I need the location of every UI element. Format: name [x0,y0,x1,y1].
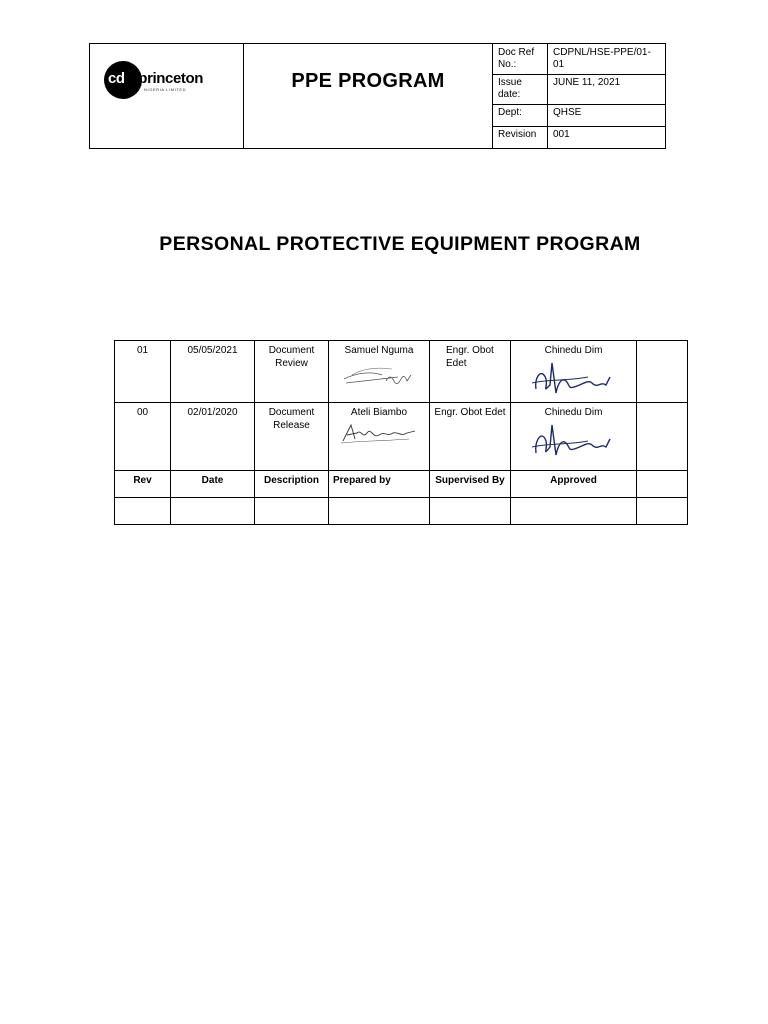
empty-cell [511,498,637,525]
date-cell: 05/05/2021 [171,341,255,403]
column-header-prepared-by: Prepared by [329,471,430,498]
prepared-by-cell [329,341,430,403]
empty-cell [637,498,688,525]
supervised-by-cell: Engr. Obot Edet [430,341,511,403]
revision-value: 001 [553,129,570,140]
table-row [115,403,688,471]
prepared-by-name: Ateli Biambo [350,407,408,418]
page-title: PERSONAL PROTECTIVE EQUIPMENT PROGRAM [159,233,641,255]
supervised-by-cell: Engr. Obot Edet [430,403,511,471]
dept-value: QHSE [553,107,582,118]
date-cell: 02/01/2020 [171,403,255,471]
approved-name: Chinedu Dim [544,345,603,356]
signature-image [528,421,620,461]
column-header-approved: Approved [511,471,637,498]
prepared-by-cell [329,403,430,471]
empty-cell [115,498,171,525]
approved-name: Chinedu Dim [544,407,603,418]
signature-image [528,359,620,399]
signature-image [339,421,419,445]
table-row [115,498,688,525]
issue-date-label: Issue date: [493,74,548,104]
column-header-date: Date [171,471,255,498]
empty-cell [255,498,329,525]
logo-cell [90,44,244,148]
rev-cell: 00 [115,403,171,471]
empty-cell [329,498,430,525]
doc-ref-value: CDPNL/HSE-PPE/01-01 [553,47,651,70]
prepared-by-name: Samuel Nguma [344,345,414,356]
issue-date-value: JUNE 11, 2021 [553,77,621,88]
table-row [115,341,688,403]
document-header [89,43,666,149]
empty-cell [171,498,255,525]
empty-cell [637,403,688,471]
empty-cell [430,498,511,525]
empty-cell [637,341,688,403]
signature-image [342,359,416,387]
revision-table [114,340,688,525]
doc-ref-label: Doc Ref No.: [493,44,548,74]
revision-label: Revision [493,126,548,148]
doc-title: PPE PROGRAM [291,69,445,92]
approved-cell [511,403,637,471]
company-logo: cd princeton NIGERIA LIMITED [104,61,239,101]
table-header-row [115,471,688,498]
approved-cell [511,341,637,403]
column-header-supervised-by: Supervised By [430,471,511,498]
doc-title-cell [244,44,493,148]
rev-cell: 01 [115,341,171,403]
column-header-rev: Rev [115,471,171,498]
dept-label: Dept: [493,104,548,126]
column-header-description: Description [255,471,329,498]
empty-cell [637,471,688,498]
description-cell: Document Release [255,403,329,471]
description-cell: Document Review [255,341,329,403]
